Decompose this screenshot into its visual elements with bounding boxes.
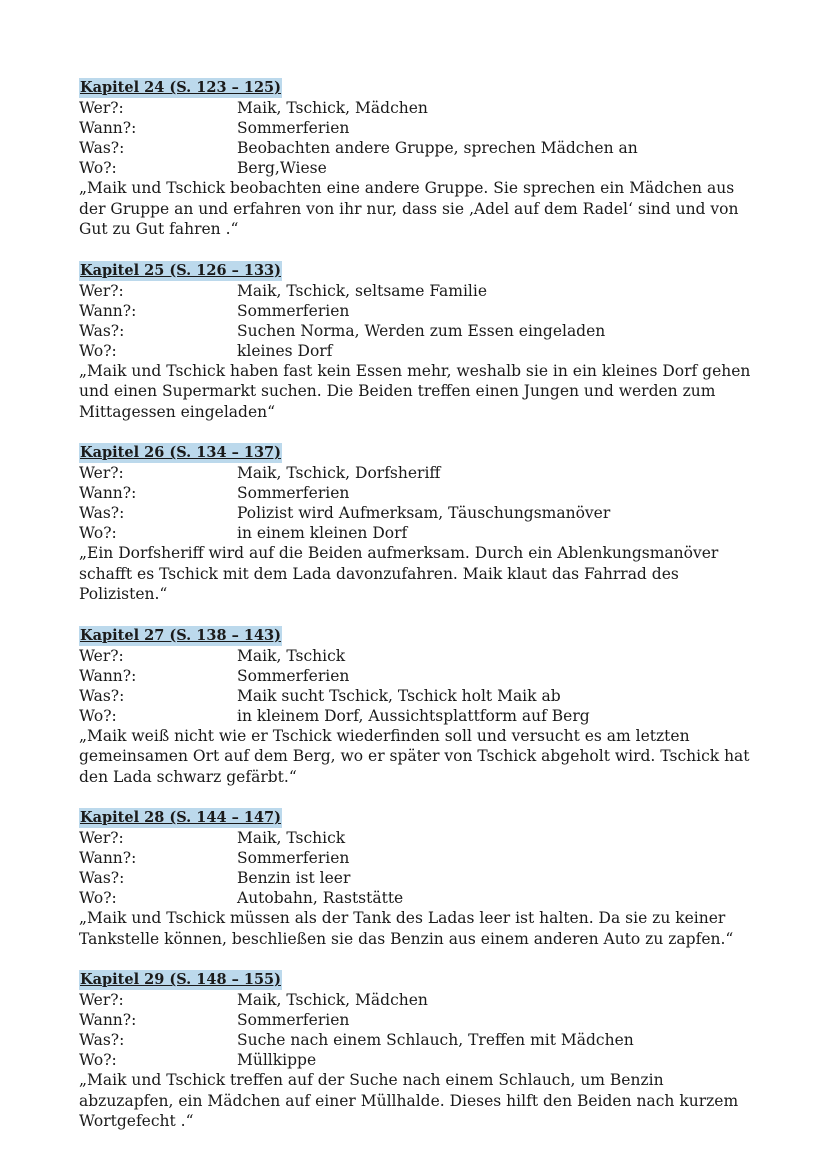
- value-wer: Maik, Tschick, Mädchen: [237, 991, 428, 1009]
- row-wer: [79, 281, 759, 301]
- label-was: Was?:: [79, 139, 125, 157]
- row-was: [79, 503, 759, 523]
- row-wo: [79, 341, 759, 361]
- label-wer: Wer?:: [79, 464, 124, 482]
- label-wo: Wo?:: [79, 1051, 117, 1069]
- chapter-25: [79, 260, 759, 423]
- label-wer: Wer?:: [79, 646, 124, 665]
- chapter-title: Kapitel 27 (S. 138 – 143): [80, 626, 282, 644]
- value-wer: Maik, Tschick, Dorfsheriff: [237, 464, 441, 482]
- label-wer: Wer?:: [79, 99, 124, 117]
- label-wann: Wann?:: [79, 1011, 137, 1029]
- value-wo: in einem kleinen Dorf: [237, 524, 408, 542]
- chapter-28: [79, 807, 759, 949]
- chapter-summary: „Ein Dorfsheriff wird auf die Beiden aufmerksam. Durch ein Ablenkungsmanöver schafft es Tschick mit dem Lada davonzufahren. Maik klaut das Fahrrad des Polizisten.“: [79, 544, 719, 603]
- chapter-summary: „Maik und Tschick beobachten eine andere Gruppe. Sie sprechen ein Mädchen aus der Gruppe an und erfahren von ihr nur, dass sie ‚Adel auf dem Radel‘ sind und von Gut zu Gut fahren .“: [79, 179, 739, 238]
- row-wer: [79, 990, 759, 1010]
- value-wo: in kleinem Dorf, Aussichtsplattform auf Berg: [237, 706, 590, 725]
- label-wann: Wann?:: [79, 666, 137, 685]
- label-wo: Wo?:: [79, 524, 117, 542]
- chapter-title: Kapitel 29 (S. 148 – 155): [80, 971, 282, 988]
- label-wann: Wann?:: [79, 484, 137, 502]
- value-wann: Sommerferien: [237, 119, 350, 137]
- row-wann: [79, 118, 759, 138]
- value-wo: Müllkippe: [237, 1051, 317, 1069]
- value-wer: Maik, Tschick, seltsame Familie: [237, 281, 488, 300]
- value-wo: Autobahn, Raststätte: [237, 889, 404, 907]
- label-wann: Wann?:: [79, 301, 137, 320]
- label-was: Was?:: [79, 1031, 125, 1049]
- row-wann: [79, 301, 759, 321]
- chapter-summary: „Maik und Tschick müssen als der Tank des Ladas leer ist halten. Da sie zu keiner Tankstelle können, beschließen sie das Benzin aus einem anderen Auto zu zapfen.“: [79, 909, 734, 948]
- row-was: [79, 1030, 759, 1050]
- value-wann: Sommerferien: [237, 484, 350, 502]
- label-wer: Wer?:: [79, 829, 124, 847]
- value-was: Suche nach einem Schlauch, Treffen mit Mädchen: [237, 1031, 634, 1049]
- label-wer: Wer?:: [79, 991, 124, 1009]
- row-was: [79, 868, 759, 888]
- row-wo: [79, 158, 759, 178]
- label-was: Was?:: [79, 504, 125, 522]
- row-wer: [79, 828, 759, 848]
- row-wer: [79, 463, 759, 483]
- value-wo: Berg,Wiese: [237, 159, 327, 177]
- row-wo: [79, 1050, 759, 1070]
- value-was: Benzin ist leer: [237, 869, 351, 887]
- chapter-summary: „Maik und Tschick haben fast kein Essen mehr, weshalb sie in ein kleines Dorf gehen und einen Supermarkt suchen. Die Beiden treffen einen Jungen und werden zum Mittagessen eingeladen“: [79, 361, 751, 421]
- chapter-24: [79, 77, 759, 240]
- chapter-27: [79, 625, 759, 788]
- value-wann: Sommerferien: [237, 301, 350, 320]
- label-wann: Wann?:: [79, 119, 137, 137]
- value-wer: Maik, Tschick: [237, 646, 346, 665]
- row-wo: [79, 523, 759, 543]
- row-wann: [79, 1010, 759, 1030]
- value-wer: Maik, Tschick: [237, 829, 346, 847]
- value-was: Polizist wird Aufmerksam, Täuschungsmanöver: [237, 504, 611, 522]
- row-wer: [79, 98, 759, 118]
- label-wer: Wer?:: [79, 281, 124, 300]
- value-was: Beobachten andere Gruppe, sprechen Mädchen an: [237, 139, 638, 157]
- label-wann: Wann?:: [79, 849, 137, 867]
- row-wo: [79, 706, 759, 726]
- chapter-29: [79, 969, 759, 1132]
- chapter-title: Kapitel 28 (S. 144 – 147): [80, 809, 282, 826]
- row-wann: [79, 848, 759, 868]
- value-wo: kleines Dorf: [237, 341, 333, 360]
- value-wann: Sommerferien: [237, 849, 350, 867]
- label-wo: Wo?:: [79, 159, 117, 177]
- value-wann: Sommerferien: [237, 666, 350, 685]
- row-was: [79, 138, 759, 158]
- chapter-title: Kapitel 26 (S. 134 – 137): [80, 444, 282, 461]
- value-was: Suchen Norma, Werden zum Essen eingeladen: [237, 321, 606, 340]
- value-was: Maik sucht Tschick, Tschick holt Maik ab: [237, 686, 561, 705]
- label-was: Was?:: [79, 321, 125, 340]
- row-wer: [79, 646, 759, 666]
- label-wo: Wo?:: [79, 889, 117, 907]
- chapter-title: Kapitel 24 (S. 123 – 125): [80, 79, 282, 96]
- row-wann: [79, 483, 759, 503]
- value-wann: Sommerferien: [237, 1011, 350, 1029]
- value-wer: Maik, Tschick, Mädchen: [237, 99, 428, 117]
- chapter-summary: „Maik und Tschick treffen auf der Suche nach einem Schlauch, um Benzin abzuzapfen, ein Mädchen auf einer Müllhalde. Dieses hilft den Beiden nach kurzem Wortgefecht .“: [79, 1071, 739, 1130]
- chapter-title: Kapitel 25 (S. 126 – 133): [80, 261, 282, 279]
- label-wo: Wo?:: [79, 341, 117, 360]
- label-wo: Wo?:: [79, 706, 117, 725]
- chapter-summary: „Maik weiß nicht wie er Tschick wiederfinden soll und versucht es am letzten gemeinsamen Ort auf dem Berg, wo er später von Tschick abgeholt wird. Tschick hat den Lada schwarz gefärbt.“: [79, 726, 750, 786]
- label-was: Was?:: [79, 686, 125, 705]
- row-wo: [79, 888, 759, 908]
- row-wann: [79, 666, 759, 686]
- label-was: Was?:: [79, 869, 125, 887]
- row-was: [79, 321, 759, 341]
- document-page: [79, 77, 759, 1152]
- row-was: [79, 686, 759, 706]
- chapter-26: [79, 442, 759, 605]
